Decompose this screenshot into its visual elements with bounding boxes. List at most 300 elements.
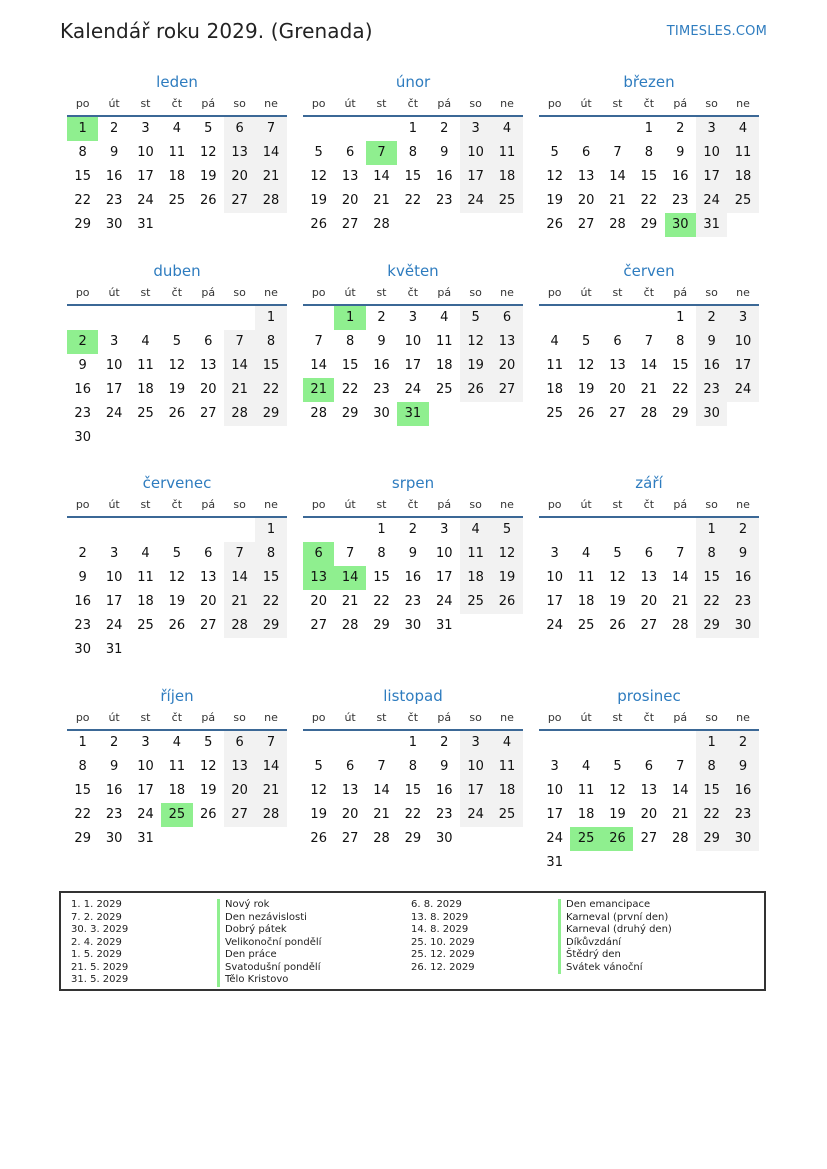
weekday-label: so [469, 711, 482, 724]
day-cell: 4 [172, 121, 181, 136]
weekday-label: čt [407, 286, 419, 299]
weekday-label: čt [643, 498, 655, 511]
day-cell: 25 [491, 189, 522, 213]
day-cell: 16 [373, 358, 390, 373]
day-cell: 14 [255, 755, 286, 779]
day-cell: 21 [640, 382, 658, 397]
legend-date: 2. 4. 2029 [71, 936, 122, 948]
day-cell: 16 [74, 382, 91, 397]
day-cell: 22 [255, 378, 286, 402]
month-srpen [303, 472, 523, 638]
weekday-header [67, 494, 287, 516]
day-cell: 16 [727, 779, 758, 803]
day-cell: 8 [345, 334, 355, 349]
day-cell: 26 [546, 217, 563, 232]
holiday-day: 13 [303, 566, 334, 590]
day-cell: 11 [577, 783, 595, 798]
day-cell: 23 [727, 803, 758, 827]
day-cell: 9 [440, 145, 449, 160]
day-cell: 5 [613, 759, 622, 774]
holiday-day: 1 [67, 117, 98, 141]
weekday-label: st [140, 711, 151, 724]
day-grid [67, 731, 287, 851]
day-cell: 23 [696, 378, 727, 402]
day-cell: 20 [199, 594, 217, 609]
day-grid [303, 731, 523, 851]
day-cell: 12 [609, 783, 626, 798]
day-cell: 15 [74, 783, 91, 798]
legend-date: 31. 5. 2029 [71, 974, 129, 985]
day-cell: 4 [550, 334, 559, 349]
day-cell: 2 [676, 121, 685, 136]
day-cell: 9 [109, 759, 119, 774]
day-cell: 1 [644, 121, 653, 136]
day-cell: 23 [435, 807, 453, 822]
day-cell: 11 [727, 141, 758, 165]
day-cell: 11 [491, 755, 522, 779]
day-grid [539, 731, 759, 875]
day-cell: 12 [168, 570, 186, 585]
weekday-label: ne [500, 498, 514, 511]
weekday-label: st [612, 286, 623, 299]
day-cell: 4 [440, 310, 449, 325]
month-name: září [635, 474, 663, 492]
day-cell: 29 [696, 614, 727, 638]
day-cell: 13 [640, 783, 658, 798]
day-cell: 9 [109, 145, 119, 160]
day-cell: 13 [224, 141, 255, 165]
weekday-label: so [469, 498, 482, 511]
weekday-label: ne [264, 498, 278, 511]
day-cell: 26 [310, 831, 327, 846]
holiday-day: 30 [665, 213, 696, 237]
legend-holiday-name: Tělo Kristovo [217, 974, 321, 987]
weekday-label: út [108, 711, 120, 724]
day-cell: 8 [408, 759, 417, 774]
day-cell: 25 [491, 803, 522, 827]
day-cell: 27 [640, 618, 658, 633]
day-cell: 28 [671, 831, 689, 846]
day-cell: 19 [609, 807, 626, 822]
day-grid [67, 306, 287, 450]
day-cell: 16 [404, 570, 422, 585]
day-cell: 8 [408, 145, 417, 160]
day-cell: 6 [204, 334, 213, 349]
day-cell: 11 [137, 570, 154, 585]
day-cell: 28 [224, 614, 255, 638]
day-cell: 13 [577, 169, 595, 184]
day-cell: 24 [137, 807, 154, 822]
day-cell: 28 [255, 803, 286, 827]
day-cell: 28 [609, 217, 626, 232]
month-listopad [303, 685, 523, 851]
day-cell: 3 [141, 121, 150, 136]
brand-link[interactable]: TIMESLES.COM [666, 24, 767, 39]
day-cell: 16 [696, 354, 727, 378]
weekday-label: st [612, 97, 623, 110]
month-name: červenec [142, 474, 212, 492]
day-cell: 9 [377, 334, 386, 349]
day-cell: 24 [546, 618, 563, 633]
day-cell: 20 [310, 594, 327, 609]
day-cell: 27 [310, 618, 327, 633]
weekday-label: út [580, 711, 592, 724]
month-name: duben [153, 262, 201, 280]
weekday-label: ne [736, 711, 750, 724]
day-cell: 12 [199, 759, 217, 774]
day-cell: 7 [224, 330, 255, 354]
day-cell: 21 [373, 807, 390, 822]
day-cell: 27 [491, 378, 522, 402]
day-cell: 22 [640, 193, 658, 208]
month-name: listopad [383, 687, 443, 705]
weekday-label: so [705, 97, 718, 110]
legend-holiday-name: Den práce [217, 949, 321, 962]
day-cell: 30 [105, 831, 123, 846]
legend-names-left [217, 899, 321, 987]
weekday-label: út [108, 498, 120, 511]
day-cell: 2 [727, 731, 758, 755]
day-cell: 11 [546, 358, 563, 373]
weekday-label: so [705, 498, 718, 511]
day-cell: 18 [577, 594, 595, 609]
weekday-label: ne [736, 286, 750, 299]
day-cell: 29 [671, 406, 689, 421]
day-cell: 1 [255, 306, 286, 330]
day-cell: 5 [314, 759, 323, 774]
day-cell: 8 [78, 145, 87, 160]
day-cell: 29 [640, 217, 658, 232]
holiday-day: 2 [67, 330, 98, 354]
weekday-label: ne [736, 498, 750, 511]
day-cell: 25 [546, 406, 563, 421]
day-grid [303, 117, 523, 237]
day-cell: 21 [224, 378, 255, 402]
day-cell: 26 [199, 193, 217, 208]
day-cell: 30 [404, 618, 422, 633]
day-cell: 26 [491, 590, 522, 614]
day-cell: 20 [609, 382, 626, 397]
month-duben [67, 260, 287, 450]
day-cell: 26 [577, 406, 595, 421]
day-cell: 10 [546, 783, 563, 798]
day-cell: 30 [727, 827, 758, 851]
day-cell: 15 [255, 354, 286, 378]
day-cell: 2 [727, 518, 758, 542]
day-cell: 22 [404, 807, 422, 822]
day-cell: 1 [255, 518, 286, 542]
day-cell: 25 [168, 193, 186, 208]
day-cell: 18 [168, 169, 186, 184]
weekday-label: ne [736, 97, 750, 110]
weekday-label: st [140, 286, 151, 299]
day-cell: 7 [676, 546, 685, 561]
day-cell: 24 [696, 189, 727, 213]
day-cell: 30 [74, 430, 91, 445]
day-cell: 29 [255, 402, 286, 426]
day-cell: 25 [137, 406, 154, 421]
day-cell: 22 [341, 382, 359, 397]
weekday-label: st [140, 97, 151, 110]
weekday-label: čt [171, 711, 183, 724]
legend-date: 21. 5. 2029 [71, 961, 129, 973]
day-cell: 10 [404, 334, 422, 349]
day-cell: 23 [74, 406, 91, 421]
day-cell: 21 [671, 807, 689, 822]
day-cell: 10 [727, 330, 758, 354]
day-cell: 27 [577, 217, 595, 232]
legend-holiday-name: Velikonoční pondělí [217, 937, 321, 950]
day-cell: 17 [546, 807, 563, 822]
day-cell: 18 [435, 358, 453, 373]
day-cell: 3 [109, 546, 119, 561]
day-cell: 10 [546, 570, 563, 585]
day-cell: 20 [224, 165, 255, 189]
weekday-label: út [344, 498, 356, 511]
day-cell: 22 [74, 807, 91, 822]
weekday-label: út [580, 498, 592, 511]
day-cell: 19 [460, 354, 491, 378]
day-cell: 18 [137, 382, 154, 397]
day-cell: 12 [310, 783, 327, 798]
day-grid [539, 306, 759, 426]
day-cell: 11 [577, 570, 595, 585]
day-cell: 3 [550, 546, 559, 561]
day-cell: 14 [671, 570, 689, 585]
day-cell: 16 [727, 566, 758, 590]
weekday-label: ne [500, 711, 514, 724]
weekday-label: čt [171, 286, 183, 299]
weekday-label: st [612, 711, 623, 724]
day-cell: 3 [440, 522, 449, 537]
day-cell: 3 [408, 310, 417, 325]
day-cell: 19 [199, 783, 217, 798]
day-cell: 4 [141, 334, 150, 349]
weekday-label: čt [171, 97, 183, 110]
day-cell: 20 [491, 354, 522, 378]
day-cell: 13 [491, 330, 522, 354]
day-cell: 14 [255, 141, 286, 165]
day-cell: 5 [491, 518, 522, 542]
day-cell: 12 [609, 570, 626, 585]
day-cell: 17 [727, 354, 758, 378]
weekday-header [539, 494, 759, 516]
day-cell: 24 [727, 378, 758, 402]
day-cell: 2 [78, 546, 87, 561]
legend-date: 14. 8. 2029 [411, 924, 469, 935]
day-cell: 10 [460, 141, 491, 165]
day-grid [67, 518, 287, 662]
day-cell: 22 [373, 594, 390, 609]
day-cell: 15 [696, 779, 727, 803]
month-name: srpen [391, 474, 435, 492]
day-cell: 27 [609, 406, 626, 421]
legend-date: 25. 10. 2029 [411, 936, 475, 948]
day-cell: 28 [640, 406, 658, 421]
day-cell: 16 [435, 169, 453, 184]
day-cell: 14 [224, 354, 255, 378]
day-cell: 11 [460, 542, 491, 566]
day-cell: 16 [105, 169, 123, 184]
day-cell: 11 [168, 759, 186, 774]
weekday-label: st [376, 711, 387, 724]
legend-holiday-name: Svatodušní pondělí [217, 962, 321, 975]
day-cell: 17 [435, 570, 453, 585]
day-cell: 6 [204, 546, 213, 561]
day-cell: 6 [345, 145, 355, 160]
day-cell: 3 [550, 759, 559, 774]
day-cell: 31 [435, 618, 453, 633]
day-cell: 2 [408, 522, 417, 537]
weekday-label: po [75, 286, 90, 299]
legend-holiday-name: Nový rok [217, 899, 321, 912]
day-cell: 15 [404, 783, 422, 798]
month-leden [67, 71, 287, 237]
weekday-label: ne [500, 286, 514, 299]
day-cell: 5 [172, 546, 181, 561]
day-cell: 20 [341, 807, 359, 822]
legend-date: 25. 12. 2029 [411, 949, 475, 960]
day-cell: 5 [581, 334, 591, 349]
day-cell: 21 [255, 165, 286, 189]
day-cell: 8 [696, 542, 727, 566]
day-cell: 2 [377, 310, 386, 325]
day-cell: 18 [546, 382, 563, 397]
day-cell: 9 [408, 546, 417, 561]
holiday-day: 6 [303, 542, 334, 566]
day-cell: 22 [404, 193, 422, 208]
page-title: Kalendář roku 2029. (Grenada) [60, 19, 373, 43]
weekday-label: pá [437, 97, 452, 110]
day-cell: 18 [577, 807, 595, 822]
day-cell: 16 [435, 783, 453, 798]
day-cell: 2 [440, 735, 449, 750]
weekday-label: út [344, 97, 356, 110]
weekday-label: po [547, 498, 562, 511]
day-cell: 25 [577, 618, 595, 633]
day-cell: 23 [105, 193, 123, 208]
day-cell: 3 [141, 735, 150, 750]
day-cell: 21 [373, 193, 390, 208]
day-cell: 22 [671, 382, 689, 397]
day-cell: 14 [609, 169, 626, 184]
day-cell: 27 [224, 803, 255, 827]
weekday-label: út [344, 711, 356, 724]
legend-names-right [558, 899, 672, 974]
day-cell: 19 [491, 566, 522, 590]
day-cell: 26 [199, 807, 217, 822]
weekday-label: čt [407, 498, 419, 511]
day-cell: 5 [204, 121, 213, 136]
weekday-label: út [580, 97, 592, 110]
day-cell: 1 [408, 735, 417, 750]
day-cell: 18 [727, 165, 758, 189]
day-cell: 13 [609, 358, 626, 373]
day-cell: 12 [546, 169, 563, 184]
day-cell: 27 [199, 406, 217, 421]
legend-date: 1. 5. 2029 [71, 949, 122, 960]
day-cell: 1 [696, 518, 727, 542]
holiday-day: 25 [161, 803, 192, 827]
month-name: říjen [160, 687, 194, 705]
day-cell: 30 [373, 406, 390, 421]
day-cell: 29 [255, 614, 286, 638]
day-cell: 7 [314, 334, 323, 349]
day-cell: 25 [435, 382, 453, 397]
day-cell: 7 [345, 546, 355, 561]
month-únor [303, 71, 523, 237]
weekday-label: pá [201, 711, 216, 724]
day-cell: 20 [640, 594, 658, 609]
weekday-label: čt [407, 711, 419, 724]
day-cell: 2 [109, 121, 119, 136]
holiday-day: 26 [602, 827, 633, 851]
day-cell: 9 [696, 330, 727, 354]
weekday-label: so [233, 97, 246, 110]
day-cell: 2 [109, 735, 119, 750]
day-cell: 15 [671, 358, 689, 373]
day-cell: 7 [377, 759, 386, 774]
legend-date: 1. 1. 2029 [71, 899, 122, 910]
weekday-label: po [75, 711, 90, 724]
day-cell: 18 [168, 783, 186, 798]
day-cell: 25 [460, 590, 491, 614]
day-cell: 3 [460, 731, 491, 755]
day-cell: 8 [255, 330, 286, 354]
weekday-header [539, 707, 759, 729]
weekday-label: po [547, 97, 562, 110]
day-grid [67, 117, 287, 237]
day-cell: 10 [137, 759, 154, 774]
day-cell: 10 [105, 358, 123, 373]
weekday-header [67, 282, 287, 304]
day-grid [539, 518, 759, 638]
day-cell: 14 [310, 358, 327, 373]
weekday-label: st [376, 286, 387, 299]
day-cell: 8 [255, 542, 286, 566]
legend-holiday-name: Karneval (druhý den) [558, 924, 672, 937]
weekday-label: ne [264, 286, 278, 299]
weekday-label: ne [500, 97, 514, 110]
weekday-header [67, 93, 287, 115]
legend-date: 26. 12. 2029 [411, 961, 475, 973]
holiday-day: 31 [397, 402, 428, 426]
day-cell: 1 [696, 731, 727, 755]
day-cell: 19 [199, 169, 217, 184]
day-cell: 19 [609, 594, 626, 609]
day-cell: 8 [676, 334, 685, 349]
day-cell: 20 [224, 779, 255, 803]
day-cell: 24 [435, 594, 453, 609]
day-cell: 23 [105, 807, 123, 822]
day-cell: 4 [491, 731, 522, 755]
day-cell: 27 [640, 831, 658, 846]
weekday-label: út [580, 286, 592, 299]
day-cell: 26 [168, 406, 186, 421]
day-cell: 20 [640, 807, 658, 822]
weekday-header [67, 707, 287, 729]
day-cell: 27 [341, 831, 359, 846]
weekday-label: po [547, 286, 562, 299]
holiday-day: 1 [334, 306, 365, 330]
day-cell: 16 [671, 169, 689, 184]
day-cell: 21 [255, 779, 286, 803]
day-cell: 29 [74, 217, 91, 232]
weekday-label: pá [437, 286, 452, 299]
day-cell: 6 [224, 731, 255, 755]
day-cell: 25 [137, 618, 154, 633]
weekday-label: pá [673, 711, 688, 724]
